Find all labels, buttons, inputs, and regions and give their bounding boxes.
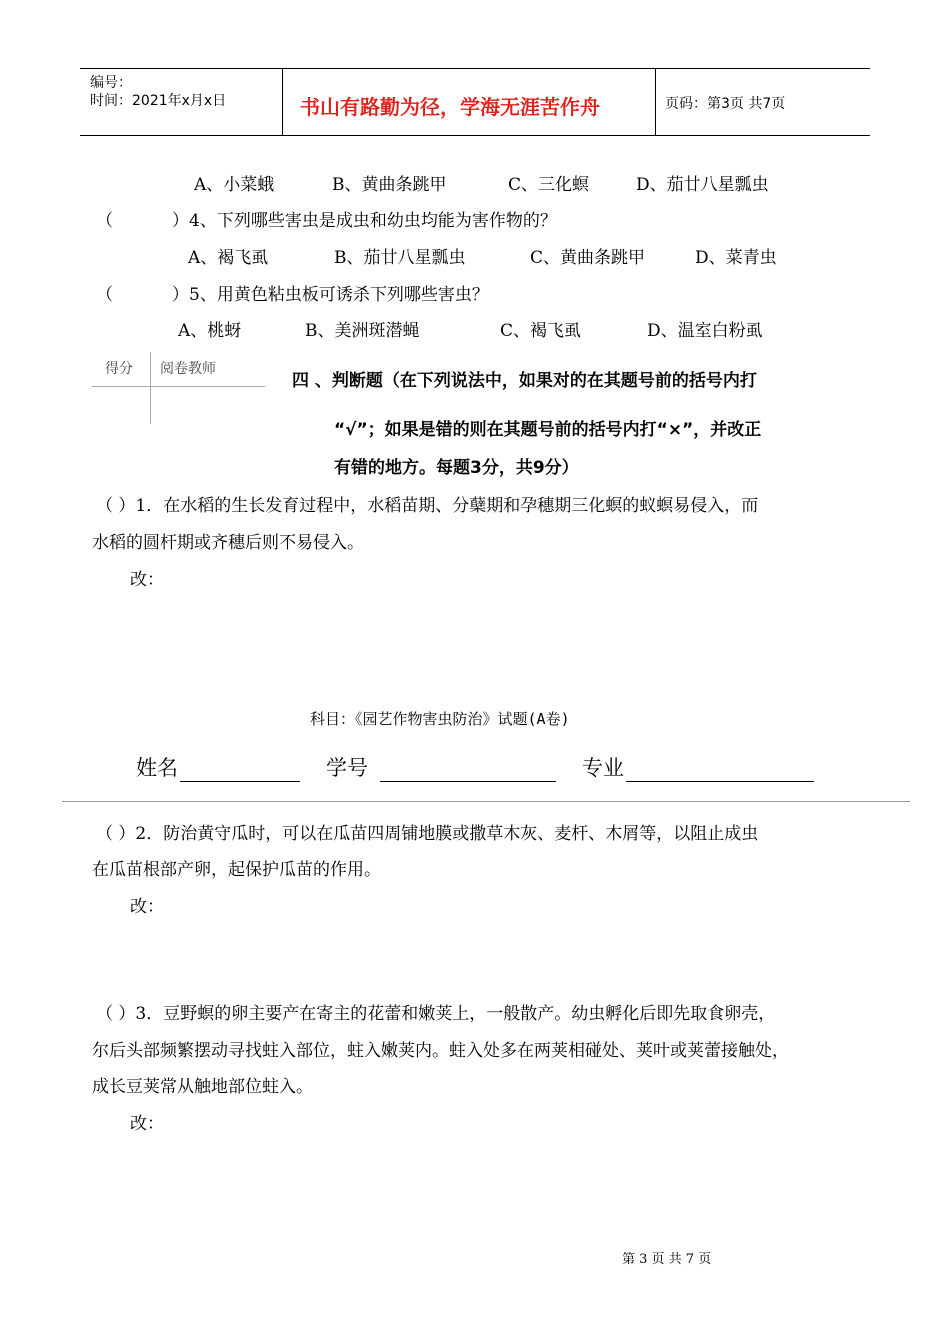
judge-q1-correction-label: 改： [130, 570, 164, 590]
q5-question: ）5、用黄色粘虫板可诱杀下列哪些害虫？ [172, 285, 489, 305]
judge-q1-line2: 水稻的圆杆期或齐穗后则不易侵入。 [92, 533, 364, 553]
section-4-title-line1: 四 、判断题（在下列说法中，如果对的在其题号前的括号内打 [292, 371, 757, 391]
header-top-rule [80, 68, 870, 69]
student-name-label: 姓名 [136, 756, 178, 780]
header-bottom-rule [80, 135, 870, 136]
judge-q3-line3: 成长豆荚常从触地部位蛀入。 [92, 1077, 313, 1097]
score-box-divider [150, 352, 151, 424]
q4-option-a: A、褐飞虱 [188, 248, 269, 268]
judge-q2-line1: （ ）2．防治黄守瓜时，可以在瓜苗四周铺地膜或撒草木灰、麦杆、木屑等，以阻止成虫 [96, 824, 759, 844]
judge-q3-correction-label: 改： [130, 1114, 164, 1134]
score-box-rule [92, 386, 265, 387]
student-id-field[interactable] [326, 752, 556, 782]
student-name-blank[interactable] [180, 761, 300, 782]
score-label: 得分 [105, 361, 133, 377]
grader-label: 阅卷教师 [160, 361, 216, 377]
header-divider-2 [655, 68, 656, 135]
q4-answer-paren: （ [96, 211, 113, 231]
doc-code-label: 编号： [90, 75, 132, 91]
footer-page-number: 第 3 页 共 7 页 [622, 1252, 712, 1267]
q4-option-c: C、黄曲条跳甲 [530, 248, 646, 268]
judge-q1-line1: （ ）1．在水稻的生长发育过程中，水稻苗期、分蘖期和孕穗期三化螟的蚁螟易侵入，而 [96, 496, 759, 516]
judge-q3-line1: （ ）3．豆野螟的卵主要产在寄主的花蕾和嫩荚上，一般散产。幼虫孵化后即先取食卵壳， [96, 1004, 776, 1024]
q5-option-c: C、褐飞虱 [500, 321, 582, 341]
student-major-field[interactable] [582, 752, 814, 782]
header-page-label: 页码：第3页 共7页 [665, 96, 786, 112]
q4-question: ）4、下列哪些害虫是成虫和幼虫均能为害作物的？ [172, 211, 557, 231]
q5-answer-paren: （ [96, 285, 113, 305]
student-id-label: 学号 [326, 756, 368, 780]
exam-subject: 科目：《园艺作物害虫防治》试题(A卷) [310, 710, 570, 728]
student-name-field[interactable] [136, 752, 300, 782]
header-motto: 书山有路勤为径，学海无涯苦作舟 [300, 95, 600, 119]
student-id-blank[interactable] [380, 761, 556, 782]
q3-option-b: B、黄曲条跳甲 [332, 175, 447, 195]
doc-date-label: 时间：2021年x月x日 [90, 93, 227, 109]
q5-option-a: A、桃蚜 [178, 321, 242, 341]
q4-option-b: B、茄廿八星瓢虫 [334, 248, 466, 268]
judge-q2-correction-label: 改： [130, 897, 164, 917]
q5-option-d: D、温室白粉虱 [647, 321, 763, 341]
section-4-title-line2: “√”；如果是错的则在其题号前的括号内打“×”，并改正 [334, 420, 762, 440]
judge-q3-line2: 尔后头部频繁摆动寻找蛀入部位，蛀入嫩荚内。蛀入处多在两荚相碰处、荚叶或荚蕾接触处， [92, 1041, 789, 1061]
judge-q2-line2: 在瓜苗根部产卵，起保护瓜苗的作用。 [92, 860, 381, 880]
exam-header-rule [62, 801, 910, 802]
header-divider-1 [282, 68, 283, 135]
student-major-blank[interactable] [626, 761, 814, 782]
q3-option-d: D、茄廿八星瓢虫 [636, 175, 769, 195]
student-major-label: 专业 [582, 756, 624, 780]
q3-option-c: C、三化螟 [508, 175, 590, 195]
q5-option-b: B、美洲斑潜蝇 [305, 321, 420, 341]
q4-option-d: D、菜青虫 [695, 248, 777, 268]
q3-option-a: A、小菜蛾 [194, 175, 275, 195]
section-4-title-line3: 有错的地方。每题3分，共9分） [334, 458, 579, 478]
